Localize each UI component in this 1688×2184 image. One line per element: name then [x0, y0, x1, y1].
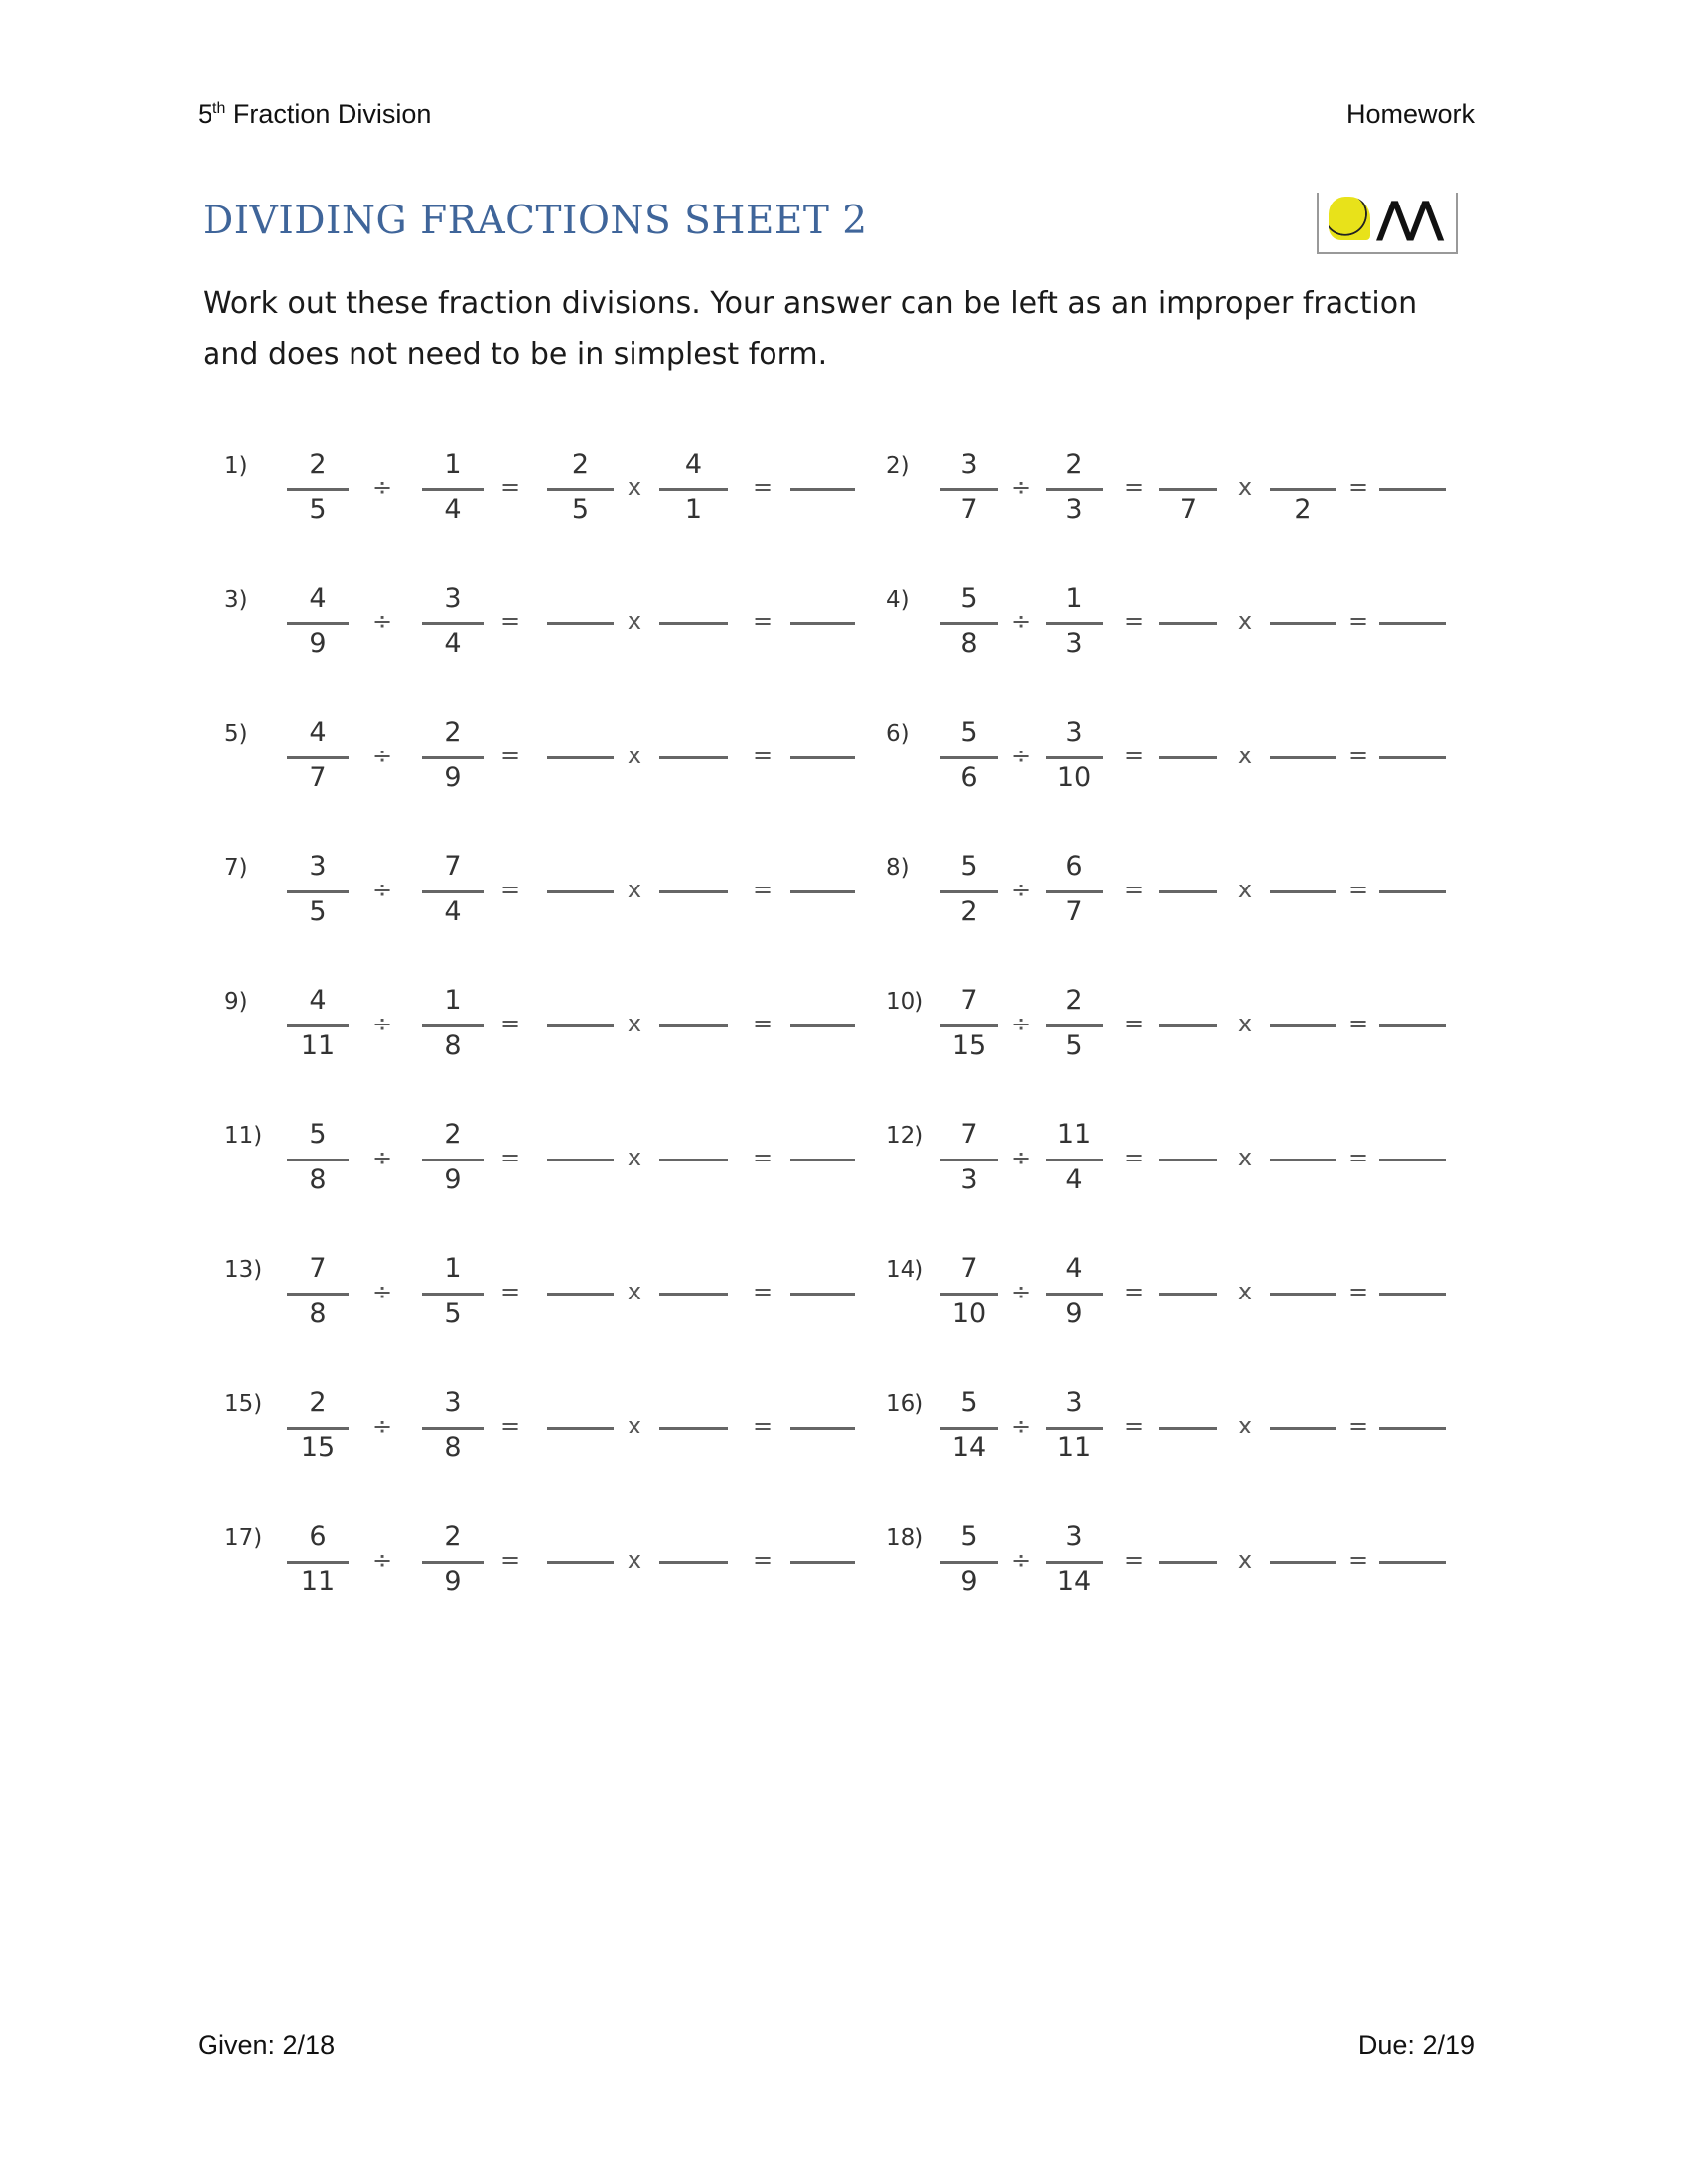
equals-sign: =	[499, 474, 521, 501]
divide-sign: ÷	[371, 474, 393, 501]
times-sign: x	[1237, 1546, 1253, 1573]
dividend-denominator: 11	[300, 1030, 336, 1061]
blank-multiplicand[interactable]	[547, 1293, 614, 1296]
reciprocal-denominator: 1	[684, 494, 703, 525]
dividend-denominator: 15	[300, 1433, 336, 1463]
divisor-bar	[1046, 756, 1103, 759]
problem-number: 15)	[224, 1391, 263, 1417]
dividend-bar	[287, 622, 349, 625]
problem-number: 10)	[886, 989, 924, 1015]
problem-number: 7)	[224, 855, 248, 881]
dividend-bar	[287, 1293, 349, 1296]
blank-multiplicand[interactable]	[1159, 622, 1217, 625]
divisor-numerator: 3	[444, 583, 462, 614]
divisor-numerator: 3	[1065, 717, 1083, 748]
divisor-numerator: 2	[444, 1521, 462, 1552]
header-subject	[198, 99, 431, 130]
divide-sign: ÷	[1010, 608, 1032, 635]
answer-blank[interactable]	[1379, 488, 1446, 491]
blank-reciprocal[interactable]	[1270, 1024, 1336, 1027]
dividend-numerator: 7	[960, 1119, 978, 1150]
divisor-numerator: 2	[1065, 449, 1083, 479]
divide-sign: ÷	[371, 1546, 393, 1573]
blank-multiplicand[interactable]	[547, 890, 614, 893]
dividend-numerator: 5	[960, 717, 978, 748]
answer-blank[interactable]	[1379, 1293, 1446, 1296]
equals-sign: =	[1347, 742, 1369, 769]
blank-reciprocal[interactable]	[1270, 1293, 1336, 1296]
answer-blank[interactable]	[1379, 1561, 1446, 1564]
divisor-numerator: 6	[1065, 851, 1083, 882]
dividend-numerator: 7	[960, 985, 978, 1016]
divide-sign: ÷	[371, 876, 393, 903]
equals-sign: =	[752, 1412, 774, 1439]
dividend-denominator: 2	[960, 896, 978, 927]
dividend-bar	[940, 488, 998, 491]
dividend-numerator: 5	[309, 1119, 327, 1150]
dividend-denominator: 6	[960, 762, 978, 793]
dividend-numerator: 5	[960, 1521, 978, 1552]
times-sign: x	[627, 742, 642, 769]
dividend-bar	[940, 622, 998, 625]
blank-reciprocal[interactable]	[1270, 1159, 1336, 1161]
blank-multiplicand[interactable]	[547, 1427, 614, 1430]
dividend-numerator: 2	[309, 449, 327, 479]
dividend-denominator: 5	[309, 494, 327, 525]
dividend-denominator: 3	[960, 1164, 978, 1195]
equals-sign: =	[752, 1278, 774, 1305]
times-sign: x	[627, 1278, 642, 1305]
divide-sign: ÷	[371, 1412, 393, 1439]
reciprocal-bar	[659, 488, 728, 491]
equals-sign: =	[752, 1144, 774, 1171]
divisor-bar	[422, 756, 484, 759]
equals-sign: =	[499, 1010, 521, 1037]
divisor-denominator: 14	[1056, 1567, 1092, 1597]
divisor-numerator: 3	[1065, 1521, 1083, 1552]
equals-sign: =	[1347, 876, 1369, 903]
times-sign: x	[627, 608, 642, 635]
multiplicand-denominator: 7	[1179, 494, 1197, 525]
dividend-bar	[287, 756, 349, 759]
page-title: DIVIDING FRACTIONS SHEET 2	[203, 199, 868, 243]
equals-sign: =	[752, 876, 774, 903]
divide-sign: ÷	[371, 608, 393, 635]
times-sign: x	[1237, 1278, 1253, 1305]
equals-sign: =	[1123, 474, 1145, 501]
dividend-numerator: 6	[309, 1521, 327, 1552]
times-sign: x	[1237, 876, 1253, 903]
frog-logo-icon	[1329, 197, 1370, 240]
times-sign: x	[627, 876, 642, 903]
divide-sign: ÷	[371, 1010, 393, 1037]
blank-multiplicand[interactable]	[547, 1561, 614, 1564]
divide-sign: ÷	[371, 742, 393, 769]
equals-sign: =	[499, 1412, 521, 1439]
divisor-numerator: 3	[444, 1387, 462, 1418]
dividend-denominator: 7	[960, 494, 978, 525]
blank-multiplicand[interactable]	[1159, 1427, 1217, 1430]
multiplicand-bar	[1159, 488, 1217, 491]
problem-number: 17)	[224, 1525, 263, 1551]
dividend-numerator: 7	[309, 1253, 327, 1284]
equals-sign: =	[1347, 474, 1369, 501]
equals-sign: =	[1123, 1412, 1145, 1439]
dividend-numerator: 3	[960, 449, 978, 479]
divide-sign: ÷	[1010, 742, 1032, 769]
problem-number: 18)	[886, 1525, 924, 1551]
dividend-numerator: 5	[960, 583, 978, 614]
problem-number: 4)	[886, 587, 910, 613]
blank-reciprocal[interactable]	[1270, 756, 1336, 759]
equals-sign: =	[1123, 876, 1145, 903]
grade-suffix: th	[212, 100, 226, 117]
divisor-numerator: 2	[444, 1119, 462, 1150]
equals-sign: =	[1347, 1010, 1369, 1037]
divide-sign: ÷	[1010, 1278, 1032, 1305]
dividend-bar	[940, 1159, 998, 1161]
divisor-denominator: 4	[444, 628, 462, 659]
divisor-denominator: 7	[1065, 896, 1083, 927]
dividend-bar	[940, 1561, 998, 1564]
problem-number: 1)	[224, 453, 248, 478]
problem-number: 9)	[224, 989, 248, 1015]
times-sign: x	[1237, 742, 1253, 769]
divisor-denominator: 5	[1065, 1030, 1083, 1061]
logo-mark: ⋀⋀	[1376, 193, 1439, 243]
answer-blank[interactable]	[1379, 1159, 1446, 1161]
blank-multiplicand[interactable]	[1159, 756, 1217, 759]
problem-number: 5)	[224, 721, 248, 747]
blank-reciprocal[interactable]	[659, 1159, 728, 1161]
problem-number: 11)	[224, 1123, 263, 1149]
logo	[1317, 193, 1458, 254]
equals-sign: =	[752, 742, 774, 769]
answer-blank[interactable]	[790, 1159, 855, 1161]
divisor-numerator: 1	[444, 985, 462, 1016]
blank-reciprocal[interactable]	[659, 1427, 728, 1430]
blank-multiplicand[interactable]	[1159, 1561, 1217, 1564]
answer-blank[interactable]	[1379, 1024, 1446, 1027]
divisor-numerator: 1	[444, 1253, 462, 1284]
blank-multiplicand[interactable]	[547, 756, 614, 759]
blank-reciprocal[interactable]	[659, 1024, 728, 1027]
equals-sign: =	[1123, 608, 1145, 635]
divisor-numerator: 4	[1065, 1253, 1083, 1284]
multiplicand-denominator: 5	[571, 494, 590, 525]
dividend-numerator: 4	[309, 583, 327, 614]
divisor-denominator: 4	[444, 896, 462, 927]
divisor-bar	[1046, 1427, 1103, 1430]
equals-sign: =	[1123, 742, 1145, 769]
reciprocal-bar	[1270, 488, 1336, 491]
answer-blank[interactable]	[790, 1427, 855, 1430]
divisor-numerator: 2	[1065, 985, 1083, 1016]
equals-sign: =	[752, 1010, 774, 1037]
divisor-denominator: 8	[444, 1433, 462, 1463]
times-sign: x	[1237, 474, 1253, 501]
answer-blank[interactable]	[790, 488, 855, 491]
times-sign: x	[627, 1412, 642, 1439]
divisor-bar	[422, 1561, 484, 1564]
dividend-denominator: 8	[960, 628, 978, 659]
dividend-numerator: 5	[960, 851, 978, 882]
dividend-numerator: 7	[960, 1253, 978, 1284]
blank-multiplicand[interactable]	[547, 1024, 614, 1027]
divisor-denominator: 10	[1056, 762, 1092, 793]
reciprocal-denominator: 2	[1294, 494, 1312, 525]
divisor-denominator: 9	[444, 1567, 462, 1597]
problem-number: 6)	[886, 721, 910, 747]
dividend-denominator: 9	[960, 1567, 978, 1597]
subject-text: Fraction Division	[225, 99, 432, 129]
equals-sign: =	[1123, 1546, 1145, 1573]
dividend-numerator: 2	[309, 1387, 327, 1418]
problem-number: 14)	[886, 1257, 924, 1283]
equals-sign: =	[1347, 1546, 1369, 1573]
answer-blank[interactable]	[790, 756, 855, 759]
divisor-bar	[422, 1024, 484, 1027]
dividend-denominator: 5	[309, 896, 327, 927]
blank-multiplicand[interactable]	[1159, 1024, 1217, 1027]
blank-reciprocal[interactable]	[1270, 1561, 1336, 1564]
equals-sign: =	[1347, 1412, 1369, 1439]
equals-sign: =	[1123, 1144, 1145, 1171]
times-sign: x	[1237, 1412, 1253, 1439]
equals-sign: =	[499, 1278, 521, 1305]
times-sign: x	[1237, 1144, 1253, 1171]
grade-number: 5	[198, 99, 213, 129]
instructions-line-2: and does not need to be in simplest form.	[203, 338, 828, 372]
equals-sign: =	[1123, 1278, 1145, 1305]
times-sign: x	[1237, 608, 1253, 635]
dividend-denominator: 8	[309, 1298, 327, 1329]
dividend-numerator: 3	[309, 851, 327, 882]
divisor-bar	[1046, 1024, 1103, 1027]
dividend-bar	[940, 1024, 998, 1027]
dividend-bar	[287, 488, 349, 491]
dividend-bar	[940, 890, 998, 893]
due-date: Due: 2/19	[1357, 2030, 1475, 2060]
times-sign: x	[1237, 1010, 1253, 1037]
given-date: Given: 2/18	[198, 2030, 336, 2060]
equals-sign: =	[752, 1546, 774, 1573]
equals-sign: =	[1347, 608, 1369, 635]
divisor-denominator: 9	[1065, 1298, 1083, 1329]
dividend-bar	[940, 1427, 998, 1430]
equals-sign: =	[1123, 1010, 1145, 1037]
blank-multiplicand[interactable]	[1159, 1293, 1217, 1296]
dividend-denominator: 15	[951, 1030, 987, 1061]
dividend-denominator: 14	[951, 1433, 987, 1463]
times-sign: x	[627, 1010, 642, 1037]
blank-reciprocal[interactable]	[1270, 622, 1336, 625]
dividend-bar	[287, 1024, 349, 1027]
divisor-denominator: 3	[1065, 494, 1083, 525]
divisor-bar	[422, 622, 484, 625]
dividend-numerator: 4	[309, 985, 327, 1016]
equals-sign: =	[752, 608, 774, 635]
times-sign: x	[627, 474, 642, 501]
instructions-line-1: Work out these fraction divisions. Your answer can be left as an improper fraction	[203, 286, 1418, 321]
equals-sign: =	[499, 742, 521, 769]
divisor-numerator: 7	[444, 851, 462, 882]
divide-sign: ÷	[371, 1278, 393, 1305]
blank-reciprocal[interactable]	[659, 756, 728, 759]
answer-blank[interactable]	[1379, 1427, 1446, 1430]
reciprocal-numerator: 4	[684, 449, 703, 479]
dividend-denominator: 7	[309, 762, 327, 793]
divisor-bar	[1046, 1159, 1103, 1161]
divisor-bar	[422, 1427, 484, 1430]
dividend-bar	[940, 1293, 998, 1296]
divisor-bar	[422, 890, 484, 893]
answer-blank[interactable]	[1379, 890, 1446, 893]
divisor-denominator: 4	[444, 494, 462, 525]
equals-sign: =	[752, 474, 774, 501]
divisor-bar	[1046, 488, 1103, 491]
divide-sign: ÷	[1010, 1412, 1032, 1439]
dividend-numerator: 4	[309, 717, 327, 748]
divide-sign: ÷	[1010, 474, 1032, 501]
problem-number: 3)	[224, 587, 248, 613]
divisor-numerator: 1	[1065, 583, 1083, 614]
problem-number: 2)	[886, 453, 910, 478]
problem-number: 13)	[224, 1257, 263, 1283]
divisor-bar	[1046, 1293, 1103, 1296]
blank-multiplicand[interactable]	[547, 622, 614, 625]
divisor-denominator: 5	[444, 1298, 462, 1329]
divisor-numerator: 11	[1056, 1119, 1092, 1150]
equals-sign: =	[499, 608, 521, 635]
divisor-bar	[1046, 622, 1103, 625]
times-sign: x	[627, 1546, 642, 1573]
blank-reciprocal[interactable]	[659, 1293, 728, 1296]
equals-sign: =	[499, 1144, 521, 1171]
dividend-bar	[940, 756, 998, 759]
divisor-denominator: 9	[444, 1164, 462, 1195]
equals-sign: =	[1347, 1144, 1369, 1171]
divisor-bar	[422, 488, 484, 491]
divisor-denominator: 8	[444, 1030, 462, 1061]
divisor-numerator: 1	[444, 449, 462, 479]
dividend-bar	[287, 1561, 349, 1564]
divisor-bar	[422, 1159, 484, 1161]
divide-sign: ÷	[371, 1144, 393, 1171]
blank-reciprocal[interactable]	[659, 1561, 728, 1564]
answer-blank[interactable]	[1379, 756, 1446, 759]
answer-blank[interactable]	[1379, 622, 1446, 625]
divide-sign: ÷	[1010, 1010, 1032, 1037]
divisor-bar	[422, 1293, 484, 1296]
answer-blank[interactable]	[790, 890, 855, 893]
equals-sign: =	[499, 1546, 521, 1573]
divisor-denominator: 3	[1065, 628, 1083, 659]
dividend-bar	[287, 890, 349, 893]
blank-multiplicand[interactable]	[1159, 1159, 1217, 1161]
divide-sign: ÷	[1010, 1546, 1032, 1573]
problem-number: 16)	[886, 1391, 924, 1417]
answer-blank[interactable]	[790, 622, 855, 625]
blank-reciprocal[interactable]	[1270, 1427, 1336, 1430]
divisor-denominator: 11	[1056, 1433, 1092, 1463]
divisor-numerator: 3	[1065, 1387, 1083, 1418]
problem-number: 8)	[886, 855, 910, 881]
equals-sign: =	[1347, 1278, 1369, 1305]
answer-blank[interactable]	[790, 1561, 855, 1564]
divisor-numerator: 2	[444, 717, 462, 748]
answer-blank[interactable]	[790, 1024, 855, 1027]
dividend-bar	[287, 1159, 349, 1161]
equals-sign: =	[499, 876, 521, 903]
divisor-denominator: 9	[444, 762, 462, 793]
blank-reciprocal[interactable]	[659, 890, 728, 893]
divisor-bar	[1046, 890, 1103, 893]
answer-blank[interactable]	[790, 1293, 855, 1296]
divisor-denominator: 4	[1065, 1164, 1083, 1195]
blank-multiplicand[interactable]	[547, 1159, 614, 1161]
times-sign: x	[627, 1144, 642, 1171]
dividend-denominator: 10	[951, 1298, 987, 1329]
dividend-denominator: 9	[309, 628, 327, 659]
dividend-denominator: 11	[300, 1567, 336, 1597]
divide-sign: ÷	[1010, 876, 1032, 903]
dividend-denominator: 8	[309, 1164, 327, 1195]
problem-number: 12)	[886, 1123, 924, 1149]
divide-sign: ÷	[1010, 1144, 1032, 1171]
dividend-numerator: 5	[960, 1387, 978, 1418]
dividend-bar	[287, 1427, 349, 1430]
multiplicand-numerator: 2	[571, 449, 590, 479]
blank-multiplicand[interactable]	[1159, 890, 1217, 893]
blank-reciprocal[interactable]	[659, 622, 728, 625]
header-homework: Homework	[1345, 99, 1475, 129]
blank-reciprocal[interactable]	[1270, 890, 1336, 893]
divisor-bar	[1046, 1561, 1103, 1564]
multiplicand-bar	[547, 488, 614, 491]
